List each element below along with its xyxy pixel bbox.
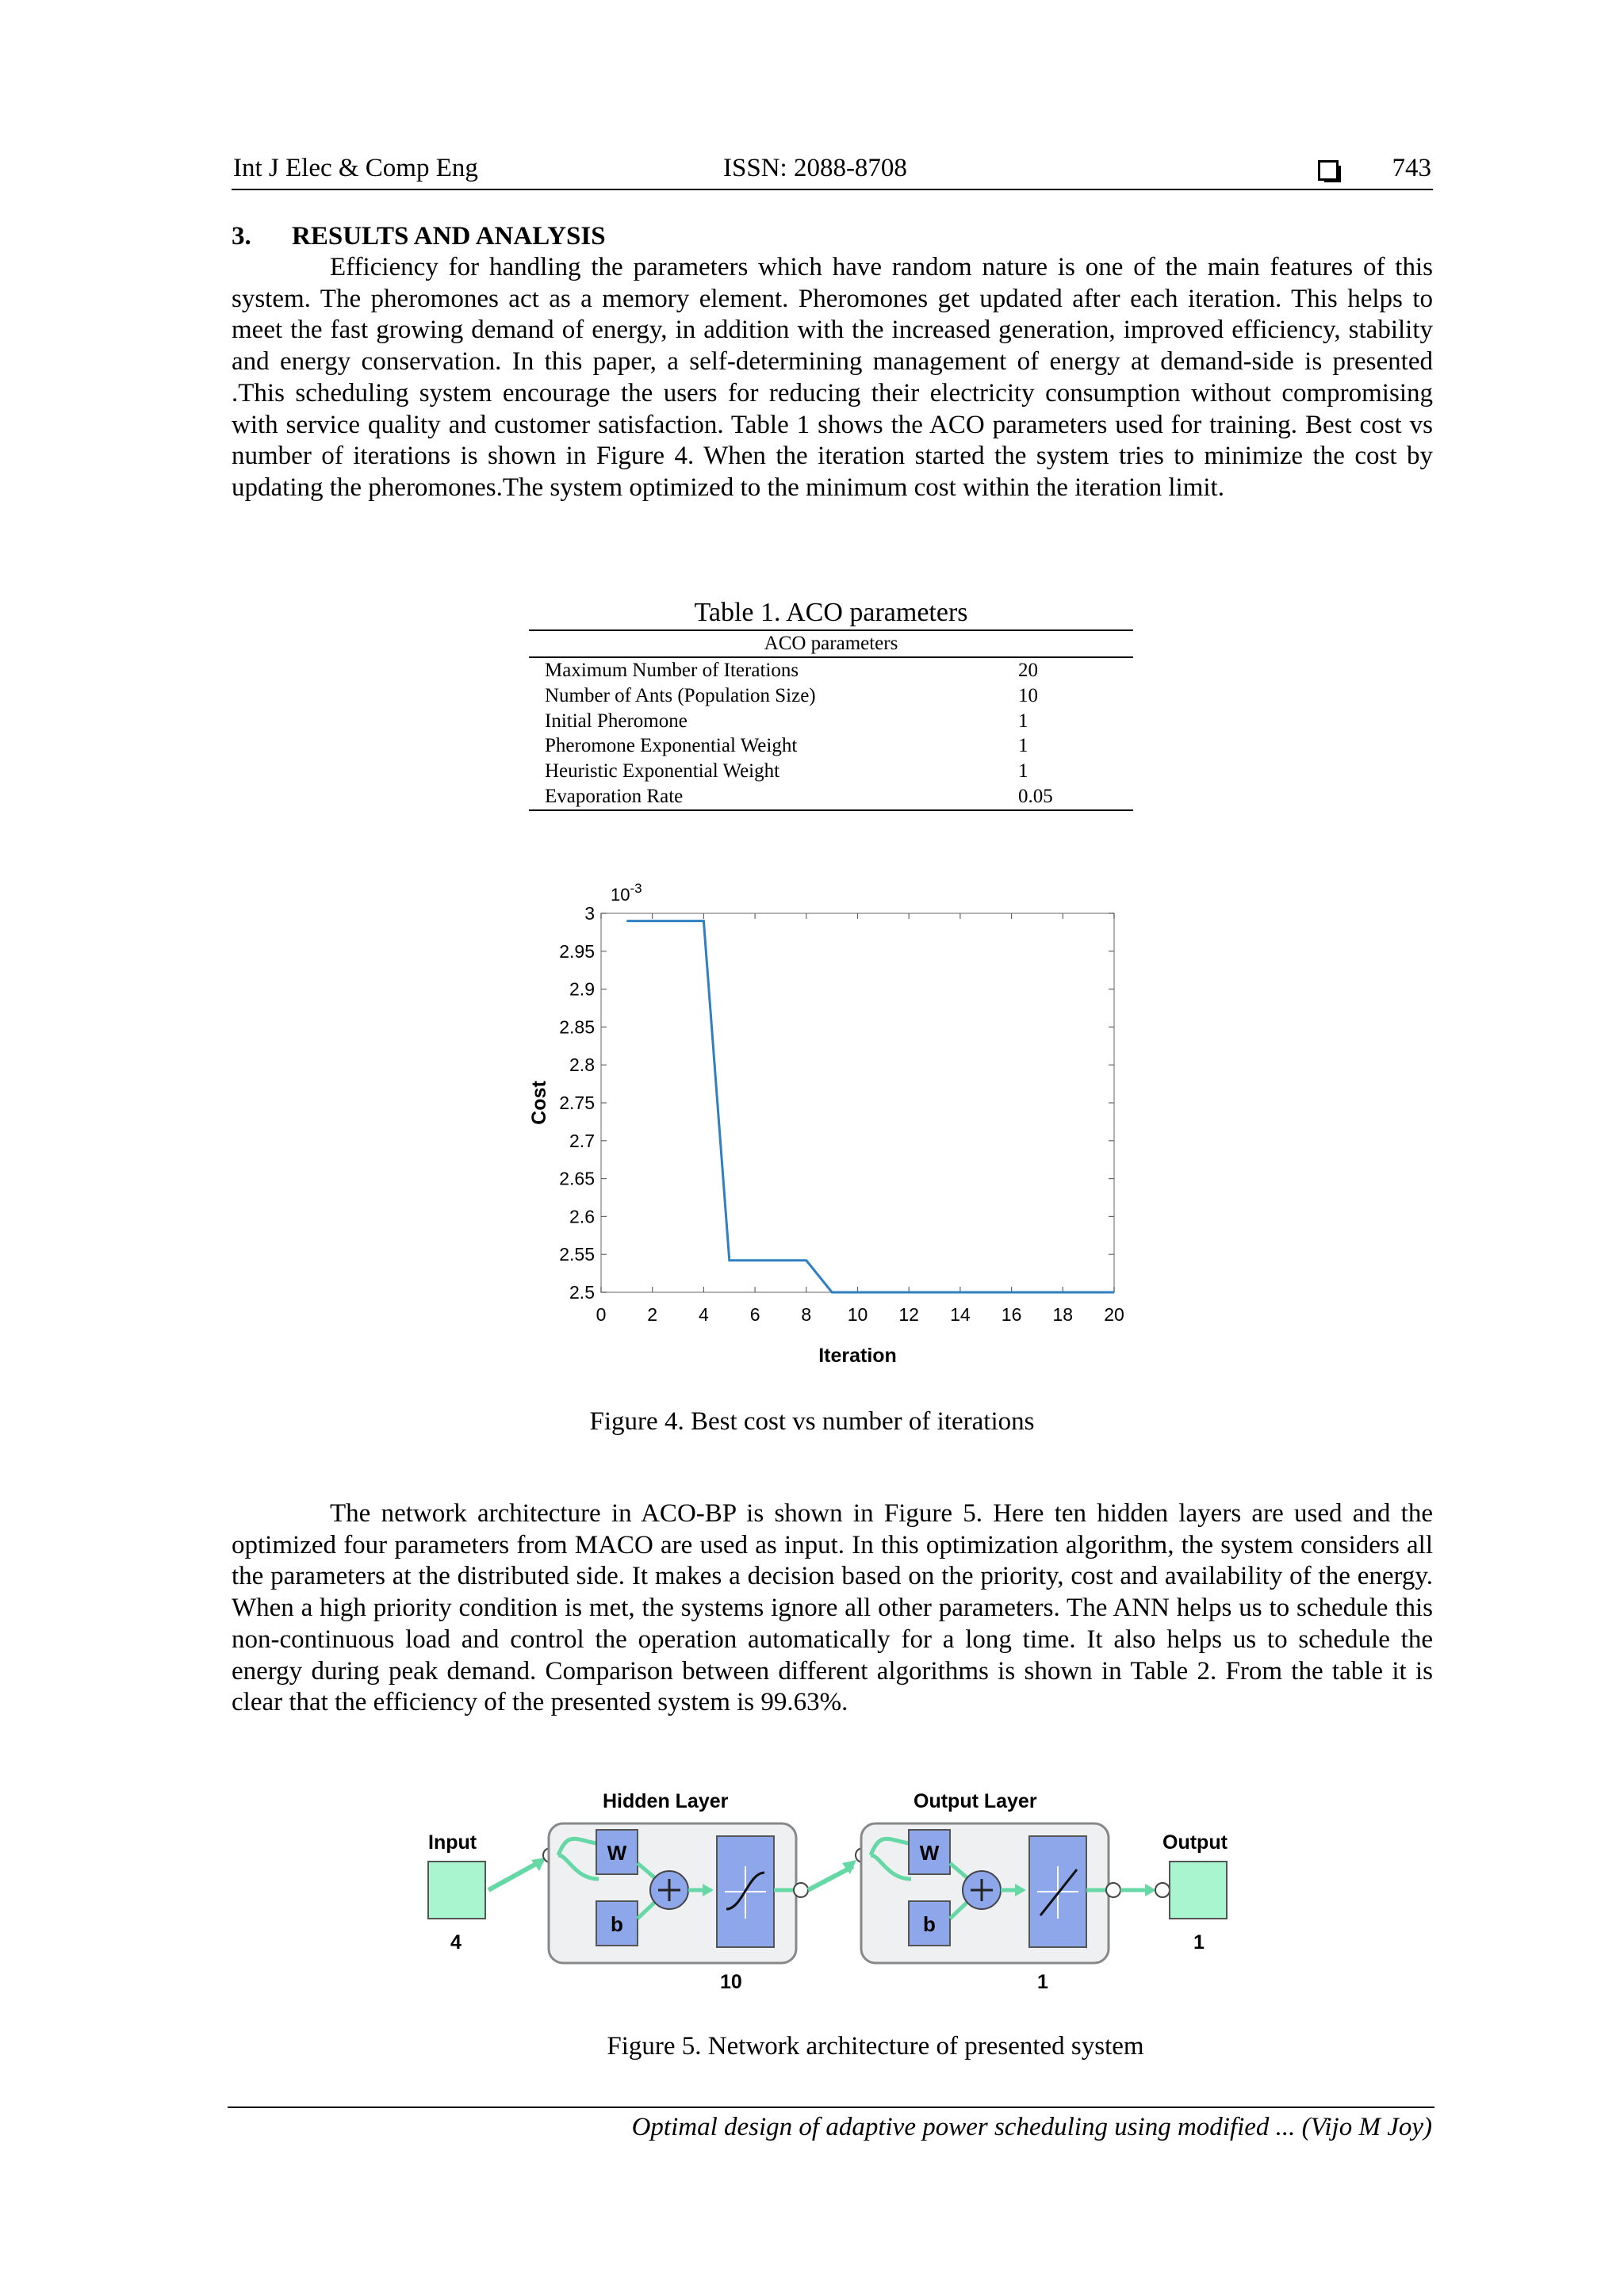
param-name: Number of Ants (Population Size) <box>545 684 816 706</box>
running-header <box>232 151 1433 190</box>
weight-label: W <box>607 1841 627 1865</box>
y-tick-label: 2.75 <box>559 1093 595 1113</box>
input-size: 4 <box>450 1931 462 1954</box>
issn: ISSN: 2088-8708 <box>723 154 907 182</box>
y-axis-label: Cost <box>528 1081 550 1125</box>
bias-label: b <box>923 1912 936 1936</box>
output-layer-label: Output Layer <box>914 1790 1037 1812</box>
x-tick-label: 10 <box>847 1304 868 1325</box>
square-bullet-icon <box>1318 160 1339 181</box>
x-tick-label: 8 <box>801 1304 812 1325</box>
param-value: 20 <box>1018 660 1038 681</box>
table-row <box>529 733 1133 759</box>
param-value: 1 <box>1018 710 1028 732</box>
y-tick-label: 2.6 <box>569 1206 595 1227</box>
y-tick-label: 2.55 <box>559 1244 595 1265</box>
x-tick-label: 12 <box>898 1304 919 1325</box>
table-1 <box>529 596 1133 811</box>
param-name: Evaporation Rate <box>529 784 1018 810</box>
section-heading <box>232 222 606 251</box>
page-number: 743 <box>1392 154 1431 182</box>
param-name: Maximum Number of Iterations <box>545 660 799 681</box>
x-tick-label: 0 <box>596 1304 607 1325</box>
y-tick-label: 2.5 <box>569 1282 595 1303</box>
paragraph-network <box>232 1498 1433 1719</box>
weight-label: W <box>919 1841 940 1865</box>
x-tick-label: 20 <box>1104 1304 1124 1325</box>
x-tick-label: 18 <box>1052 1304 1074 1325</box>
network-architecture-diagram <box>412 1784 1253 2006</box>
arrow-head <box>1145 1884 1156 1896</box>
param-name: Initial Pheromone <box>545 710 688 732</box>
table-row <box>529 784 1133 810</box>
footer-rule <box>228 2107 1434 2108</box>
y-tick-label: 2.8 <box>569 1054 595 1076</box>
param-value: 1 <box>1018 760 1028 783</box>
table-row <box>529 683 1133 709</box>
running-footer: Optimal design of adaptive power scheduling using modified ... (Vijo M Joy) <box>631 2113 1432 2141</box>
aco-parameters-table <box>529 629 1133 811</box>
layer-output-node <box>1106 1883 1120 1897</box>
output-block <box>1170 1862 1227 1919</box>
output-label: Output <box>1162 1831 1228 1854</box>
x-tick-label: 16 <box>1001 1304 1022 1325</box>
paragraph-2-text: The network architecture in ACO-BP is shown in Figure 5. Here ten hidden layers are used and the optimized four parameters from MACO are used as input. In this optimization algorithm, the system considers all the parameters at the distributed side. It makes a decision based on the priority, cost and availability of the energy. When a high priority condition is met, the systems ignore all other parameters. The ANN helps us to schedule this non-continuous load and control the operation automatically for a long time. It also helps us to schedule the energy during peak demand. Comparison between different algorithms is shown in Table 2. From the table it is clear that the efficiency of the presented system is 99.63%. <box>232 1499 1433 1717</box>
x-tick-label: 2 <box>647 1304 658 1325</box>
y-tick-label: 2.9 <box>569 978 595 1000</box>
x-axis-label: Iteration <box>818 1345 897 1367</box>
figure-4-caption: Figure 4. Best cost vs number of iterations <box>589 1407 1035 1436</box>
y-tick-label: 2.7 <box>569 1130 595 1151</box>
paragraph-1-text: Efficiency for handling the parameters which have random nature is one of the main features of this system. The pheromones act as a memory element. Pheromones get updated after each iteration. This helps to meet the fast growing demand of energy, in addition with the increased generation, improved efficiency, stability and energy conservation. In this paper, a self-determining management of energy at demand-side is presented .This scheduling system encourage the users for reducing their electricity consumption without compromising with service quality and customer satisfaction. Table 1 shows the ACO parameters used for training. Best cost vs number of iterations is shown in Figure 4. When the iteration started the system tries to minimize the cost by updating the pheromones.The system optimized to the minimum cost within the iteration limit. <box>232 253 1433 502</box>
input-label: Input <box>428 1831 477 1854</box>
param-value: 0.05 <box>1018 784 1133 810</box>
y-tick-label: 2.65 <box>559 1168 595 1189</box>
table-row <box>529 759 1133 784</box>
input-block <box>428 1862 485 1919</box>
final-node <box>1155 1883 1170 1897</box>
x-tick-label: 6 <box>749 1304 760 1325</box>
param-value: 10 <box>1018 684 1038 706</box>
y-exponent-label: $10^{-3}$ <box>611 881 642 905</box>
journal-name: Int J Elec & Comp Eng <box>233 154 478 182</box>
hidden-layer-size: 10 <box>720 1971 742 1993</box>
paragraph-results <box>232 252 1433 504</box>
arrow-connector <box>808 1866 853 1890</box>
table-caption: Table 1. ACO parameters <box>694 598 968 627</box>
output-size: 1 <box>1193 1931 1205 1954</box>
table-header: ACO parameters <box>529 630 1133 657</box>
x-tick-label: 4 <box>699 1304 709 1325</box>
section-title: RESULTS AND ANALYSIS <box>292 222 606 251</box>
param-name: Heuristic Exponential Weight <box>545 760 780 783</box>
hidden-output-node <box>794 1883 808 1897</box>
param-value: 1 <box>1018 735 1028 757</box>
table-row <box>529 709 1133 734</box>
x-tick-label: 14 <box>950 1304 971 1325</box>
best-cost-chart <box>515 864 1134 1372</box>
y-tick-label: 2.95 <box>559 940 595 962</box>
param-name: Pheromone Exponential Weight <box>545 735 798 757</box>
plot-frame <box>601 913 1114 1292</box>
figure-5-caption: Figure 5. Network architecture of presented system <box>607 2032 1144 2061</box>
output-layer-size: 1 <box>1037 1971 1048 1993</box>
table-row <box>529 657 1133 683</box>
section-number: 3. <box>232 222 251 251</box>
bias-label: b <box>611 1912 623 1936</box>
y-tick-label: 3 <box>584 903 595 924</box>
hidden-layer-label: Hidden Layer <box>603 1790 729 1812</box>
y-tick-label: 2.85 <box>559 1016 595 1038</box>
